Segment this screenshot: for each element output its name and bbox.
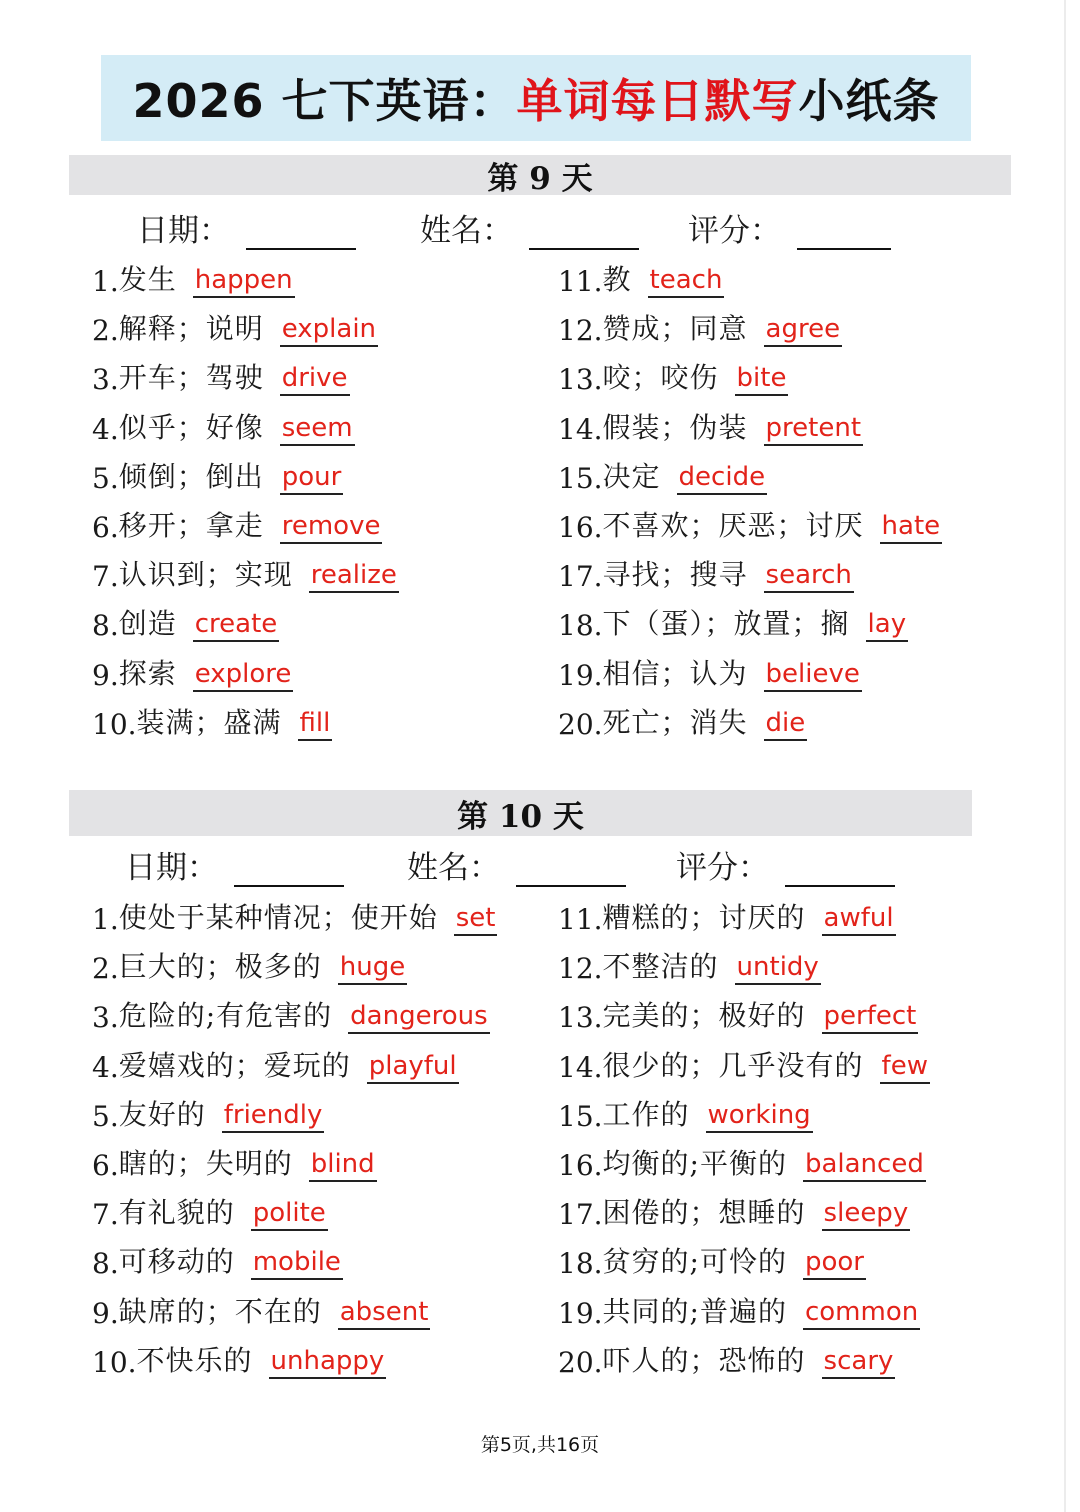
title-banner — [101, 55, 971, 141]
item-number: 10. — [92, 1345, 137, 1379]
english-answer: unhappy — [269, 1346, 387, 1379]
word-item — [558, 1286, 920, 1330]
english-answer: huge — [338, 952, 407, 985]
word-item — [558, 500, 942, 544]
english-answer: common — [803, 1297, 920, 1330]
english-answer: die — [764, 708, 808, 741]
word-item — [558, 451, 767, 495]
meta-row — [0, 205, 1080, 249]
date-blank[interactable] — [234, 855, 344, 887]
item-number: 18. — [558, 1247, 603, 1281]
page-footer: 第5页,共16页 — [480, 1434, 600, 1456]
english-answer: awful — [822, 903, 896, 936]
english-answer: explore — [193, 659, 294, 692]
word-item — [92, 549, 399, 593]
chinese-meaning: 危险的;有危害的 — [118, 999, 333, 1033]
word-item — [558, 303, 842, 347]
word-item — [558, 1187, 910, 1231]
item-number: 1. — [92, 265, 119, 298]
english-answer: pretent — [764, 413, 863, 446]
item-number: 5. — [92, 1099, 119, 1133]
title-highlight: 单词每日默写 — [516, 74, 799, 128]
item-number: 19. — [558, 1296, 603, 1330]
word-item — [558, 941, 821, 985]
item-number: 8. — [92, 609, 119, 643]
meta-row — [0, 842, 1080, 886]
chinese-meaning: 困倦的；想睡的 — [602, 1196, 806, 1230]
item-number: 17. — [558, 560, 603, 594]
english-answer: set — [454, 903, 498, 936]
item-number: 5. — [92, 461, 119, 495]
item-number: 16. — [558, 1149, 603, 1182]
item-number: 20. — [558, 707, 603, 741]
word-item — [92, 697, 332, 741]
score-field[interactable] — [688, 205, 891, 250]
chinese-meaning: 不喜欢；厌恶；讨厌 — [602, 509, 864, 542]
chinese-meaning: 认识到；实现 — [118, 558, 293, 592]
chinese-meaning: 教 — [602, 263, 632, 296]
day-label: 第 9 天 — [487, 160, 593, 197]
chinese-meaning: 很少的；几乎没有的 — [602, 1048, 864, 1082]
score-label: 评分： — [688, 213, 781, 249]
english-answer: agree — [764, 314, 843, 347]
word-item — [558, 1335, 895, 1379]
score-blank[interactable] — [785, 855, 895, 887]
chinese-meaning: 可移动的 — [118, 1245, 235, 1279]
item-number: 12. — [558, 314, 603, 348]
english-answer: bite — [735, 363, 789, 396]
word-item — [92, 1286, 430, 1330]
title-suffix: 小纸条 — [798, 74, 940, 128]
word-item — [558, 990, 918, 1034]
word-item — [92, 1138, 377, 1182]
english-answer: blind — [309, 1149, 377, 1182]
day-label: 第 10 天 — [457, 798, 584, 835]
english-answer: untidy — [735, 952, 821, 985]
score-field[interactable] — [676, 842, 895, 887]
date-label: 日期： — [137, 213, 230, 249]
item-number: 7. — [92, 560, 119, 594]
word-item — [92, 1335, 386, 1379]
item-number: 7. — [92, 1198, 119, 1232]
item-number: 3. — [92, 363, 119, 397]
word-item — [92, 500, 382, 544]
english-answer: believe — [764, 659, 862, 692]
item-number: 15. — [558, 1099, 603, 1133]
word-item — [92, 1187, 328, 1231]
date-blank[interactable] — [246, 218, 356, 250]
english-answer: pour — [280, 462, 344, 495]
item-number: 2. — [92, 314, 119, 348]
word-item — [558, 648, 862, 692]
chinese-meaning: 装满；盛满 — [136, 705, 282, 739]
name-label: 姓名： — [420, 213, 513, 249]
chinese-meaning: 使处于某种情况；使开始 — [118, 901, 438, 934]
chinese-meaning: 创造 — [118, 607, 177, 641]
word-item — [558, 254, 724, 298]
english-answer: absent — [338, 1297, 431, 1330]
word-item — [92, 598, 279, 642]
english-answer: friendly — [222, 1100, 325, 1133]
word-item — [558, 352, 788, 396]
chinese-meaning: 决定 — [602, 459, 661, 493]
item-number: 16. — [558, 511, 603, 544]
item-number: 10. — [92, 707, 137, 741]
word-item — [558, 598, 908, 642]
name-field[interactable] — [420, 205, 639, 250]
name-blank[interactable] — [516, 855, 626, 887]
chinese-meaning: 寻找；搜寻 — [602, 558, 748, 592]
name-field[interactable] — [407, 842, 626, 887]
chinese-meaning: 均衡的;平衡的 — [602, 1147, 787, 1180]
word-item — [92, 352, 350, 396]
item-number: 17. — [558, 1198, 603, 1232]
item-number: 11. — [558, 265, 603, 298]
english-answer: working — [706, 1100, 813, 1133]
date-field[interactable] — [125, 842, 344, 887]
english-answer: balanced — [803, 1149, 926, 1182]
word-item — [558, 1236, 866, 1280]
english-answer: sleepy — [822, 1198, 911, 1231]
english-answer: seem — [280, 413, 355, 446]
chinese-meaning: 缺席的；不在的 — [118, 1294, 322, 1328]
english-answer: decide — [677, 462, 768, 495]
english-answer: perfect — [822, 1001, 919, 1034]
chinese-meaning: 不快乐的 — [136, 1343, 253, 1377]
word-item — [558, 549, 854, 593]
chinese-meaning: 开车；驾驶 — [118, 361, 264, 395]
chinese-meaning: 探索 — [118, 656, 177, 690]
english-answer: explain — [280, 314, 378, 347]
item-number: 13. — [558, 363, 603, 397]
english-answer: fill — [298, 708, 333, 741]
item-number: 9. — [92, 1296, 119, 1330]
english-answer: lay — [866, 609, 909, 642]
chinese-meaning: 爱嬉戏的；爱玩的 — [118, 1048, 351, 1082]
chinese-meaning: 死亡；消失 — [602, 705, 748, 739]
word-item — [92, 648, 293, 692]
chinese-meaning: 友好的 — [118, 1097, 206, 1131]
word-item — [558, 402, 863, 446]
item-number: 1. — [92, 903, 119, 936]
item-number: 14. — [558, 412, 603, 446]
english-answer: realize — [309, 560, 399, 593]
chinese-meaning: 咬；咬伤 — [602, 361, 719, 395]
word-item — [92, 990, 490, 1034]
english-answer: search — [764, 560, 854, 593]
english-answer: happen — [193, 265, 295, 298]
word-item — [92, 402, 355, 446]
chinese-meaning: 解释；说明 — [118, 312, 264, 346]
chinese-meaning: 不整洁的 — [602, 950, 719, 984]
item-number: 18. — [558, 609, 603, 643]
item-number: 2. — [92, 952, 119, 986]
word-item — [92, 451, 343, 495]
chinese-meaning: 相信；认为 — [602, 656, 748, 690]
item-number: 6. — [92, 1149, 119, 1182]
word-item — [92, 254, 295, 298]
english-answer: mobile — [251, 1247, 343, 1280]
english-answer: playful — [367, 1051, 459, 1084]
item-number: 20. — [558, 1345, 603, 1379]
chinese-meaning: 完美的；极好的 — [602, 999, 806, 1033]
name-blank[interactable] — [529, 218, 639, 250]
word-item — [558, 1089, 813, 1133]
english-answer: remove — [280, 511, 383, 544]
chinese-meaning: 贫穷的;可怜的 — [602, 1245, 787, 1279]
word-item — [92, 941, 407, 985]
item-number: 4. — [92, 1050, 119, 1084]
name-label: 姓名： — [407, 850, 500, 886]
word-item — [92, 1089, 324, 1133]
score-blank[interactable] — [797, 218, 891, 250]
word-item — [92, 1040, 459, 1084]
item-number: 3. — [92, 1001, 119, 1035]
item-number: 6. — [92, 511, 119, 544]
chinese-meaning: 糟糕的；讨厌的 — [602, 901, 806, 934]
word-item — [558, 1040, 930, 1084]
day-header — [69, 790, 972, 836]
word-item — [558, 697, 807, 741]
item-number: 13. — [558, 1001, 603, 1035]
chinese-meaning: 巨大的；极多的 — [118, 950, 322, 984]
item-number: 8. — [92, 1247, 119, 1281]
word-item — [92, 1236, 343, 1280]
word-item — [558, 892, 896, 936]
english-answer: dangerous — [348, 1001, 489, 1034]
english-answer: scary — [822, 1346, 896, 1379]
word-item — [92, 892, 497, 936]
word-item — [92, 303, 378, 347]
chinese-meaning: 工作的 — [602, 1097, 690, 1131]
item-number: 9. — [92, 658, 119, 692]
chinese-meaning: 发生 — [118, 263, 177, 296]
chinese-meaning: 下（蛋）；放置；搁 — [602, 607, 850, 641]
date-field[interactable] — [137, 205, 356, 250]
item-number: 14. — [558, 1050, 603, 1084]
english-answer: create — [193, 609, 280, 642]
word-item — [558, 1138, 926, 1182]
title-prefix: 2026 七下英语： — [132, 74, 517, 128]
item-number: 15. — [558, 461, 603, 495]
english-answer: teach — [648, 265, 725, 298]
chinese-meaning: 移开；拿走 — [118, 509, 264, 542]
day-header — [69, 155, 1011, 195]
chinese-meaning: 吓人的；恐怖的 — [602, 1343, 806, 1377]
date-label: 日期： — [125, 850, 218, 886]
score-label: 评分： — [676, 850, 769, 886]
chinese-meaning: 瞎的；失明的 — [118, 1147, 293, 1180]
item-number: 19. — [558, 658, 603, 692]
english-answer: polite — [251, 1198, 328, 1231]
item-number: 4. — [92, 412, 119, 446]
english-answer: poor — [803, 1247, 866, 1280]
english-answer: few — [880, 1051, 930, 1084]
chinese-meaning: 共同的;普遍的 — [602, 1294, 787, 1328]
chinese-meaning: 假装；伪装 — [602, 410, 748, 444]
chinese-meaning: 似乎；好像 — [118, 410, 264, 444]
english-answer: hate — [880, 511, 943, 544]
chinese-meaning: 倾倒；倒出 — [118, 459, 264, 493]
english-answer: drive — [280, 363, 350, 396]
chinese-meaning: 赞成；同意 — [602, 312, 748, 346]
chinese-meaning: 有礼貌的 — [118, 1196, 235, 1230]
item-number: 12. — [558, 952, 603, 986]
item-number: 11. — [558, 903, 603, 936]
